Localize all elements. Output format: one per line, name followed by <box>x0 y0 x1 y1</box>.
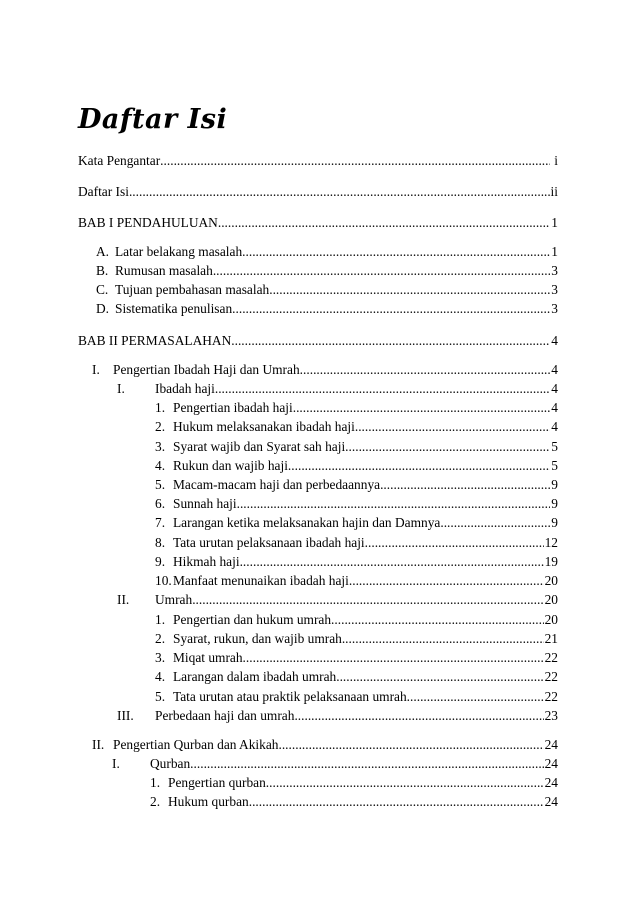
dot-leader <box>243 650 544 666</box>
toc-entry-label: Syarat wajib dan Syarat sah haji <box>173 439 346 454</box>
toc-entry-number: 1. <box>150 775 161 790</box>
toc-entry-label: Pengertian dan hukum umrah <box>173 612 332 627</box>
toc-entry-page: 3 <box>551 301 558 316</box>
toc-entry-label: Pengertian Ibadah Haji dan Umrah <box>113 362 300 377</box>
toc-entry <box>155 573 558 589</box>
dot-leader <box>293 400 551 416</box>
dot-leader <box>342 631 544 647</box>
toc-entry-label: Macam-macam haji dan perbedaannya <box>173 477 381 492</box>
toc-entry-page: 4 <box>551 362 558 377</box>
dot-leader <box>213 263 550 279</box>
toc-entry-page: 3 <box>551 263 558 278</box>
toc-entry-label: Larangan ketika melaksanakan hajin dan Damnya <box>173 515 441 530</box>
toc-entry-label: BAB II PERMASALAHAN <box>78 333 232 348</box>
toc-entry <box>155 650 558 666</box>
toc-entry-page: 20 <box>544 612 558 627</box>
toc-entry-label: Kata Pengantar <box>78 153 161 168</box>
dot-leader <box>266 775 544 791</box>
toc-entry-page: 24 <box>544 756 558 771</box>
dot-leader <box>380 477 550 493</box>
dot-leader <box>349 573 544 589</box>
toc-entry-number: 1. <box>155 612 166 627</box>
toc-entry <box>155 689 558 705</box>
toc-entry-number: A. <box>96 244 110 259</box>
toc-entry <box>78 184 558 200</box>
toc-entry-label: Pengertian qurban <box>168 775 266 790</box>
dot-leader <box>288 458 550 474</box>
dot-leader <box>190 756 543 772</box>
toc-entry-page: 4 <box>551 400 558 415</box>
toc-entry-page: 24 <box>544 775 558 790</box>
dot-leader <box>215 381 550 397</box>
toc-entry-page: 24 <box>544 737 558 752</box>
dot-leader <box>355 419 550 435</box>
dot-leader <box>231 333 550 349</box>
toc-entry-page: 20 <box>544 592 558 607</box>
dot-leader <box>440 515 550 531</box>
toc-entry <box>117 708 558 724</box>
toc-entry-page: 12 <box>544 535 558 550</box>
toc-entry-number: 6. <box>155 496 166 511</box>
toc-entry-page: 1 <box>551 244 558 259</box>
toc-entry-page: 21 <box>544 631 558 646</box>
toc-entry-label: Tata urutan pelaksanaan ibadah haji <box>173 535 365 550</box>
toc-entry <box>150 775 558 791</box>
dot-leader <box>278 737 543 753</box>
toc-entry-page: 9 <box>551 496 558 511</box>
dot-leader <box>294 708 543 724</box>
dot-leader <box>232 301 550 317</box>
toc-entry-label: Rukun dan wajib haji <box>173 458 288 473</box>
toc-entry-number: I. <box>117 381 125 396</box>
toc-entry-number: 4. <box>155 669 166 684</box>
toc-entry-number: 1. <box>155 400 166 415</box>
toc-entry-number: 10. <box>155 573 172 588</box>
toc-entry <box>78 333 558 349</box>
toc-entry-page: 20 <box>544 573 558 588</box>
toc-entry <box>155 496 558 512</box>
toc-entry-label: Tujuan pembahasan masalah <box>115 282 270 297</box>
toc-entry-label: Sunnah haji <box>173 496 237 511</box>
dot-leader <box>336 669 543 685</box>
toc-entry-label: Hikmah haji <box>173 554 240 569</box>
toc-entry <box>117 381 558 397</box>
dot-leader <box>407 689 544 705</box>
toc-entry-label: Umrah <box>155 592 193 607</box>
toc-entry <box>155 612 558 628</box>
toc-entry <box>96 244 558 260</box>
toc-entry <box>155 477 558 493</box>
toc-entry-label: Rumusan masalah <box>115 263 213 278</box>
toc-entry-page: ii <box>550 184 558 199</box>
toc-entry-number: I. <box>112 756 120 771</box>
toc-entry-page: 4 <box>551 419 558 434</box>
toc-entry <box>78 153 558 169</box>
dot-leader <box>345 439 550 455</box>
toc-entry-number: 5. <box>155 689 166 704</box>
toc-entry-page: 9 <box>551 477 558 492</box>
toc-entry-page: 1 <box>551 215 558 230</box>
toc-entry <box>155 554 558 570</box>
toc-entry-label: BAB I PENDAHULUAN <box>78 215 218 230</box>
toc-entry-page: 24 <box>544 794 558 809</box>
toc-entry <box>155 400 558 416</box>
toc-entry-page: 9 <box>551 515 558 530</box>
toc-entry-page: 22 <box>544 669 558 684</box>
dot-leader <box>192 592 543 608</box>
toc-entry-label: Ibadah haji <box>155 381 215 396</box>
toc-entry-page: 3 <box>551 282 558 297</box>
dot-leader <box>237 496 551 512</box>
toc-entry-number: II. <box>117 592 130 607</box>
dot-leader <box>269 282 550 298</box>
toc-entry-label: Sistematika penulisan <box>115 301 233 316</box>
toc-entry-number: B. <box>96 263 109 278</box>
toc-entry-page: 22 <box>544 650 558 665</box>
toc-entry-label: Miqat umrah <box>173 650 243 665</box>
toc-entry-number: 4. <box>155 458 166 473</box>
toc-entry <box>96 263 558 279</box>
dot-leader <box>242 244 550 260</box>
toc-entry-number: 2. <box>155 631 166 646</box>
toc-entry-number: II. <box>92 737 105 752</box>
toc-entry-page: 23 <box>544 708 558 723</box>
toc-entry <box>92 737 558 753</box>
toc-entry-label: Qurban <box>150 756 191 771</box>
toc-entry <box>155 419 558 435</box>
toc-entry-number: 2. <box>155 419 166 434</box>
toc-entry-number: 2. <box>150 794 161 809</box>
toc-entry <box>112 756 558 772</box>
toc-entry-label: Tata urutan atau praktik pelaksanaan umrah <box>173 689 407 704</box>
toc-entry <box>96 301 558 317</box>
toc-entry <box>92 362 558 378</box>
dot-leader <box>218 215 550 231</box>
toc-entry-number: 3. <box>155 439 166 454</box>
toc-entry <box>78 215 558 231</box>
dot-leader <box>160 153 550 169</box>
toc-entry <box>155 515 558 531</box>
toc-entry <box>155 439 558 455</box>
toc-entry-label: Manfaat menunaikan ibadah haji <box>173 573 349 588</box>
toc-entry <box>155 631 558 647</box>
toc-entry <box>150 794 558 810</box>
toc-entry <box>155 535 558 551</box>
dot-leader <box>331 612 544 628</box>
dot-leader <box>365 535 544 551</box>
dot-leader <box>249 794 544 810</box>
toc-entry-label: Perbedaan haji dan umrah <box>155 708 295 723</box>
toc-entry-number: 8. <box>155 535 166 550</box>
toc-entry-number: D. <box>96 301 110 316</box>
toc-entry-number: 9. <box>155 554 166 569</box>
toc-entry-number: 7. <box>155 515 166 530</box>
toc-entry-page: 19 <box>544 554 558 569</box>
page-title: Daftar Isi <box>78 104 228 135</box>
toc-entry <box>155 458 558 474</box>
toc-entry-page: 4 <box>551 333 558 348</box>
toc-entry-label: Latar belakang masalah <box>115 244 243 259</box>
toc-entry-label: Hukum melaksanakan ibadah haji <box>173 419 355 434</box>
toc-entry-number: I. <box>92 362 100 377</box>
toc-entry-label: Hukum qurban <box>168 794 249 809</box>
toc-entry-page: 5 <box>551 458 558 473</box>
dot-leader <box>129 184 550 200</box>
toc-entry-number: 3. <box>155 650 166 665</box>
toc-entry <box>155 669 558 685</box>
toc-entry-label: Daftar Isi <box>78 184 129 199</box>
toc-entry-page: 4 <box>551 381 558 396</box>
toc-entry-number: C. <box>96 282 109 297</box>
toc-entry-label: Pengertian ibadah haji <box>173 400 293 415</box>
toc-entry-page: i <box>554 153 558 168</box>
toc-entry-label: Syarat, rukun, dan wajib umrah <box>173 631 342 646</box>
toc-entry-page: 22 <box>544 689 558 704</box>
toc-entry-number: III. <box>117 708 134 723</box>
dot-leader <box>300 362 551 378</box>
toc-entry <box>96 282 558 298</box>
dot-leader <box>240 554 544 570</box>
toc-entry-number: 5. <box>155 477 166 492</box>
toc-entry <box>117 592 558 608</box>
toc-entry-page: 5 <box>551 439 558 454</box>
toc-entry-label: Pengertian Qurban dan Akikah <box>113 737 279 752</box>
toc-entry-label: Larangan dalam ibadah umrah <box>173 669 337 684</box>
